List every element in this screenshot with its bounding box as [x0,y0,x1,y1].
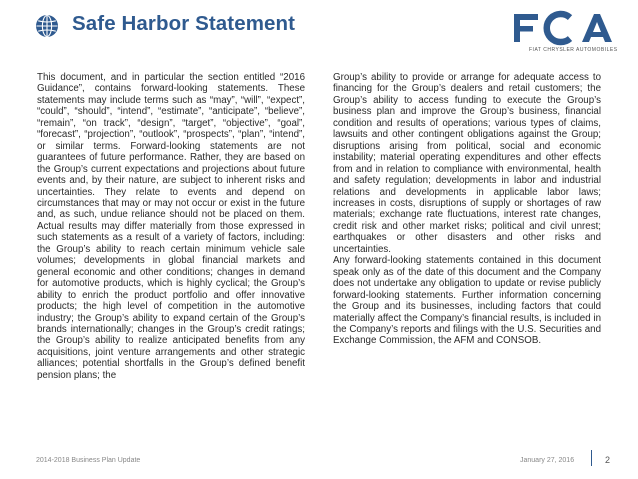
page-title: Safe Harbor Statement [72,12,296,35]
footer-date: January 27, 2016 [520,457,575,464]
slide-header [0,0,638,62]
footer-divider [591,450,592,466]
disclaimer-paragraph-right-2: Any forward-looking statements contained in this document speak only as of the date of this document and the Company does not undertake any obligation to update or revise publicly forward-looking statements. Further information concerning the Group and its businesses, including factors that could materially affect the Company’s financial results, is included in the Company’s reports and filings with the U.S. Securities and Exchange Commission, the AFM and CONSOB. [333,255,601,347]
right-column [333,72,601,347]
left-column [37,72,305,381]
disclaimer-paragraph-right-1: Group’s ability to provide or arrange for adequate access to financing for the Group’s dealers and retail customers; the Group’s ability to access funding to execute the Group’s business plan and improve the Group’s business, financial condition and results of operations; various types of claims, lawsuits and other contingent obligations against the Group; disruptions arising from political, social and economic instability; material operating expenditures and other effects from and in relation to compliance with environmental, health and safety regulation; developments in labor and industrial relations and developments in applicable labor laws; increases in costs, disruptions of supply or shortages of raw materials; exchange rate fluctuations, interest rate changes, credit risk and other market risks; political and civil unrest; earthquakes or other disasters and other risks and uncertainties. [333,72,601,255]
globe-icon [35,14,59,38]
page-number: 2 [605,455,611,465]
disclaimer-paragraph-left: This document, and in particular the section entitled “2016 Guidance”, contains forward-looking statements. These statements may include terms such as “may”, “will”, “expect”, “could”, “should”, “intend”, “estimate”, “anticipate”, “believe”, “remain”, “on track”, “design”, “target”, “objective”, “goal”, “forecast”, “projection”, “outlook”, “prospects”, “plan”, “intend”, or similar terms. Forward-looking statements are not guarantees of future performance. Rather, they are based on the Group’s current expectations and projections about future events and, by their nature, are subject to inherent risks and uncertainties. They relate to events and depend on circumstances that may or may not occur or exist in the future and, as such, undue reliance should not be placed on them. Actual results may differ materially from those expressed in such statements as a result of a variety of factors, including: the Group’s ability to reach certain minimum vehicle sale volumes; developments in global financial markets and general economic and other conditions; changes in demand for automotive products, which is highly cyclical; the Group’s ability to enrich the product portfolio and offer innovative products; the high level of competition in the automotive industry; the Group’s ability to expand certain of the Group’s brands internationally; changes in the Group’s credit ratings; the Group’s ability to realize anticipated benefits from any acquisitions, joint venture arrangements and other strategic alliances; potential shortfalls in the Group’s defined benefit pension plans; the [37,72,305,381]
fca-logo [510,8,625,54]
logo-subtext: FIAT CHRYSLER AUTOMOBILES [529,47,618,53]
footer-title: 2014-2018 Business Plan Update [36,457,141,464]
